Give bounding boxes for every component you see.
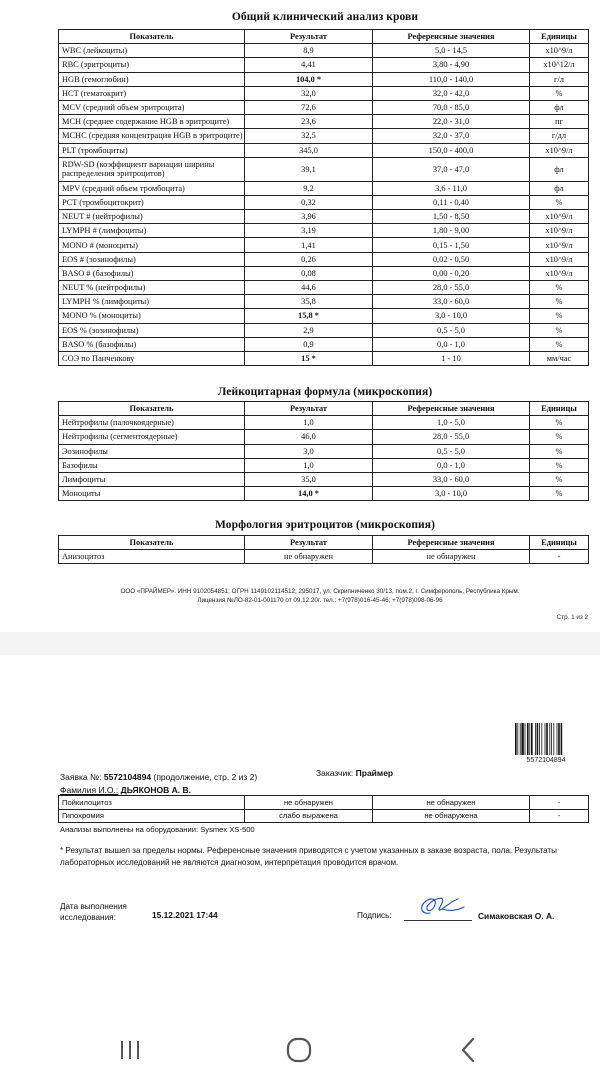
row-unit: - — [530, 809, 589, 823]
table-row — [59, 157, 589, 181]
row-name: WBC (лейкоциты) — [59, 44, 245, 58]
row-unit: % — [530, 295, 589, 309]
row-unit: - — [530, 550, 589, 564]
row-name: NEUT % (нейтрофилы) — [59, 281, 245, 295]
row-unit: фл — [530, 100, 589, 114]
row-reference: 1 - 10 — [373, 351, 530, 365]
row-unit: % — [530, 472, 589, 486]
barcode-bar — [521, 723, 523, 755]
row-unit: г/дл — [530, 129, 589, 143]
row-name: Лимфоциты — [59, 472, 245, 486]
column-header: Референсные значения — [373, 402, 530, 416]
row-unit: % — [530, 487, 589, 501]
row-unit: x10^9/л — [530, 224, 589, 238]
row-unit: % — [530, 323, 589, 337]
row-reference: 0,5 - 5,0 — [373, 323, 530, 337]
table-row — [59, 295, 589, 309]
table-row — [59, 809, 589, 823]
table-row — [59, 430, 589, 444]
barcode-bar — [558, 723, 560, 755]
row-result: 345,0 — [245, 143, 373, 157]
row-reference: 33,0 - 60,0 — [373, 295, 530, 309]
customer-name: Праймер — [355, 768, 394, 778]
row-reference: 28,0 - 55,0 — [373, 281, 530, 295]
row-name: HCT (гематокрит) — [59, 86, 245, 100]
barcode-bar — [517, 723, 518, 755]
row-unit: x10^9/л — [530, 44, 589, 58]
column-header: Единицы — [530, 402, 589, 416]
row-result: 72,6 — [245, 100, 373, 114]
row-result: 1,0 — [245, 458, 373, 472]
row-unit: x10^9/л — [530, 238, 589, 252]
table-row — [59, 86, 589, 100]
row-reference: 1,0 - 5,0 — [373, 416, 530, 430]
barcode — [515, 723, 577, 755]
row-result: 0,08 — [245, 266, 373, 280]
column-header: Единицы — [530, 536, 589, 550]
table-row — [59, 444, 589, 458]
row-reference: 0,00 - 0,20 — [373, 266, 530, 280]
row-unit: x10^12/л — [530, 58, 589, 72]
morphology-continued-table — [58, 795, 589, 823]
leuko-title: Лейкоцитарная формула (микроскопия) — [217, 386, 433, 398]
row-result: 23,6 — [245, 115, 373, 129]
row-reference: 0,0 - 1,0 — [373, 458, 530, 472]
row-result: 15 * — [245, 351, 373, 365]
order-suffix: (продолжение, стр. 2 из 2) — [153, 772, 258, 782]
row-unit: % — [530, 309, 589, 323]
row-unit: % — [530, 458, 589, 472]
row-reference: не обнаружен — [373, 796, 530, 810]
row-result: 14,0 * — [245, 487, 373, 501]
table-row — [59, 238, 589, 252]
column-header: Результат — [245, 402, 373, 416]
table-row — [59, 224, 589, 238]
row-name: СОЭ по Панченкову — [59, 351, 245, 365]
row-reference: 150,0 - 400,0 — [373, 143, 530, 157]
row-reference: 1,50 - 8,50 — [373, 210, 530, 224]
row-unit: мм/час — [530, 351, 589, 365]
row-reference: 0,5 - 5,0 — [373, 444, 530, 458]
barcode-bar — [539, 723, 540, 755]
row-name: Эозинофилы — [59, 444, 245, 458]
row-name: Пойкилоцитоз — [59, 796, 245, 810]
cbc-table — [58, 29, 589, 366]
table-row — [59, 309, 589, 323]
table-row — [59, 351, 589, 365]
table-row — [59, 458, 589, 472]
row-unit: x10^9/л — [530, 252, 589, 266]
row-name: HGB (гемоглобин) — [59, 72, 245, 86]
table-row — [59, 115, 589, 129]
barcode-bar — [531, 723, 533, 755]
row-result: 32,5 — [245, 129, 373, 143]
row-result: 3,96 — [245, 210, 373, 224]
signature-image — [412, 893, 468, 921]
row-name: PLT (тромбоциты) — [59, 143, 245, 157]
row-result: 35,0 — [245, 472, 373, 486]
row-name: NEUT # (нейтрофилы) — [59, 210, 245, 224]
equipment-note: Анализы выполнены на оборудовании: Sysmex XS-500 — [60, 825, 255, 834]
row-unit: % — [530, 281, 589, 295]
row-reference: 33,0 - 60,0 — [373, 472, 530, 486]
home-button[interactable] — [279, 1035, 319, 1065]
column-header: Единицы — [530, 30, 589, 44]
row-reference: 32,0 - 42,0 — [373, 86, 530, 100]
cbc-title: Общий клинический анализ крови — [231, 11, 419, 23]
row-unit: фл — [530, 181, 589, 195]
row-result: 2,9 — [245, 323, 373, 337]
row-result: 1,0 — [245, 416, 373, 430]
order-line — [60, 772, 257, 782]
column-header: Показатель — [59, 402, 245, 416]
barcode-bar — [545, 723, 546, 755]
morph-title: Морфология эритроцитов (микроскопия) — [214, 519, 436, 531]
row-unit: % — [530, 86, 589, 100]
page-gap — [0, 632, 600, 655]
table-row — [59, 337, 589, 351]
row-unit: пг — [530, 115, 589, 129]
table-row — [59, 416, 589, 430]
row-name: EOS # (эозинофилы) — [59, 252, 245, 266]
table-row — [59, 252, 589, 266]
table-row — [59, 181, 589, 195]
column-header: Показатель — [59, 536, 245, 550]
barcode-bar — [515, 723, 517, 755]
row-unit: x10^9/л — [530, 210, 589, 224]
date-value: 15.12.2021 17:44 — [152, 910, 218, 920]
row-result: 1,41 — [245, 238, 373, 252]
barcode-bar — [546, 723, 548, 755]
row-name: Нейтрофилы (сегментоядерные) — [59, 430, 245, 444]
row-reference: 70,0 - 85,0 — [373, 100, 530, 114]
row-reference: 3,0 - 10,0 — [373, 487, 530, 501]
row-result: не обнаружен — [245, 550, 373, 564]
table-row — [59, 58, 589, 72]
report-page-2 — [0, 655, 600, 1015]
column-header: Референсные значения — [373, 30, 530, 44]
fio-value: ДЬЯКОНОВ А. В. — [120, 785, 192, 795]
row-reference: 0,11 - 0,40 — [373, 195, 530, 209]
lab-footer — [60, 587, 580, 605]
row-reference: 1,80 - 9,00 — [373, 224, 530, 238]
signature-label: Подпись: — [357, 911, 392, 920]
order-number: 5572104894 — [103, 772, 152, 782]
page-number: Стр. 1 из 2 — [556, 614, 588, 621]
row-name: Нейтрофилы (палочкоядерные) — [59, 416, 245, 430]
row-reference: 3,0 - 10,0 — [373, 309, 530, 323]
row-result: 46,0 — [245, 430, 373, 444]
row-result: 0,26 — [245, 252, 373, 266]
row-name: MONO # (моноциты) — [59, 238, 245, 252]
row-name: MCV (средний объем эритроцита) — [59, 100, 245, 114]
barcode-bar — [529, 723, 530, 755]
barcode-bar — [525, 723, 526, 755]
row-reference: 0,0 - 1,0 — [373, 337, 530, 351]
table-row — [59, 210, 589, 224]
row-name: RBC (эритроциты) — [59, 58, 245, 72]
row-name: EOS % (эозинофилы) — [59, 323, 245, 337]
row-result: 8,9 — [245, 44, 373, 58]
barcode-bar — [537, 723, 539, 755]
barcode-bar — [520, 723, 521, 755]
table-row — [59, 323, 589, 337]
row-result: 44,6 — [245, 281, 373, 295]
row-result: 9,2 — [245, 181, 373, 195]
order-label: Заявка №: — [60, 772, 102, 782]
lab-footer-line: Лицензия №ЛО-82-01-001170 от 09.12.20г. тел.: +7(978)016-45-46; +7(978)098-06-96 — [197, 597, 443, 604]
row-name: PCT (тромбоцитокрит) — [59, 195, 245, 209]
row-unit: x10^9/л — [530, 266, 589, 280]
back-button[interactable] — [448, 1035, 488, 1065]
row-name: LYMPH # (лимфоциты) — [59, 224, 245, 238]
row-result: 4,41 — [245, 58, 373, 72]
column-header: Референсные значения — [373, 536, 530, 550]
row-name: BASO # (базофилы) — [59, 266, 245, 280]
row-name: LYMPH % (лимфоциты) — [59, 295, 245, 309]
barcode-bar — [535, 723, 536, 755]
morph-table — [58, 535, 589, 564]
row-reference: 22,0 - 31,0 — [373, 115, 530, 129]
row-reference: 0,02 - 0,50 — [373, 252, 530, 266]
barcode-bar — [551, 723, 552, 755]
row-unit: % — [530, 337, 589, 351]
row-result: 35,8 — [245, 295, 373, 309]
table-row — [59, 487, 589, 501]
barcode-bar — [557, 723, 558, 755]
row-name: BASO % (базофилы) — [59, 337, 245, 351]
row-unit: % — [530, 430, 589, 444]
table-row — [59, 195, 589, 209]
lab-footer-line: ООО «ПРАЙМЕР». ИНН 9102054851; ОГРН 1149102114512; 295017, ул. Скрипниченко 30/13, пом.2, г. Симферополь, Республика Крым. — [120, 588, 520, 595]
table-row — [59, 44, 589, 58]
table-row — [59, 100, 589, 114]
row-result: не обнаружен — [245, 796, 373, 810]
barcode-bar — [527, 723, 529, 755]
barcode-bar — [549, 723, 550, 755]
row-result: 104,0 * — [245, 72, 373, 86]
row-reference: 32,0 - 37,0 — [373, 129, 530, 143]
barcode-number: 5572104894 — [526, 757, 566, 764]
row-result: 32,0 — [245, 86, 373, 100]
table-row — [59, 266, 589, 280]
table-row — [59, 129, 589, 143]
recent-apps-icon — [118, 1039, 142, 1061]
row-result: 3,19 — [245, 224, 373, 238]
table-row — [59, 72, 589, 86]
column-header: Показатель — [59, 30, 245, 44]
row-unit: % — [530, 195, 589, 209]
row-result: 0,32 — [245, 195, 373, 209]
row-name: MPV (средний объем тромбоцита) — [59, 181, 245, 195]
row-unit: % — [530, 444, 589, 458]
row-result: 39,1 — [245, 157, 373, 181]
row-reference: 0,15 - 1,50 — [373, 238, 530, 252]
patient-name-line — [60, 785, 191, 795]
row-name: Базофилы — [59, 458, 245, 472]
row-reference: не обнаружен — [373, 550, 530, 564]
barcode-bar — [561, 723, 563, 755]
row-result: 0,9 — [245, 337, 373, 351]
row-name: Гипохромия — [59, 809, 245, 823]
customer-label: Заказчик: — [316, 768, 354, 778]
row-result: слабо выражена — [245, 809, 373, 823]
row-unit: - — [530, 796, 589, 810]
row-name: MCH (среднее содержание HGB в эритроците) — [59, 115, 245, 129]
home-icon — [286, 1037, 312, 1063]
row-result: 15,8 * — [245, 309, 373, 323]
barcode-bar — [541, 723, 542, 755]
table-row — [59, 281, 589, 295]
customer — [316, 768, 393, 778]
row-name: RDW-SD (коэффициент вариации ширины распределения эритроцитов) — [59, 157, 245, 181]
row-reference: 28,0 - 55,0 — [373, 430, 530, 444]
row-reference: 5,0 - 14,5 — [373, 44, 530, 58]
leuko-table — [58, 401, 589, 501]
table-row — [59, 472, 589, 486]
row-name: MONO % (моноциты) — [59, 309, 245, 323]
row-unit: x10^9/л — [530, 143, 589, 157]
android-navigation-bar — [0, 1015, 600, 1082]
signer-name: Симаковская О. А. — [478, 911, 555, 921]
column-header: Результат — [245, 30, 373, 44]
table-row — [59, 143, 589, 157]
row-result: 3,0 — [245, 444, 373, 458]
row-reference: 3,6 - 11,0 — [373, 181, 530, 195]
row-name: MCHC (средняя концентрация HGB в эритроците) — [59, 129, 245, 143]
row-name: Моноциты — [59, 487, 245, 501]
row-name: Анизоцитоз — [59, 550, 245, 564]
disclaimer-note: * Результат вышел за пределы нормы. Референсные значения приводятся с учетом указанных в заказе возраста, пола. Результаты лабораторных исследований не являются диагнозом, интерпретация проводится врачом. — [60, 846, 557, 867]
row-reference: 3,80 - 4,90 — [373, 58, 530, 72]
back-icon — [458, 1037, 478, 1063]
table-row — [59, 550, 589, 564]
row-unit: фл — [530, 157, 589, 181]
column-header: Результат — [245, 536, 373, 550]
table-row — [59, 796, 589, 810]
fio-label: Фамилия И.О.: — [60, 785, 119, 795]
date-label: Дата выполнения исследования: — [60, 902, 127, 922]
recent-apps-button[interactable] — [110, 1035, 150, 1065]
row-unit: г/л — [530, 72, 589, 86]
row-unit: % — [530, 416, 589, 430]
row-reference: 37,0 - 47,0 — [373, 157, 530, 181]
barcode-bar — [553, 723, 554, 755]
row-reference: не обнаружена — [373, 809, 530, 823]
row-reference: 110,0 - 140,0 — [373, 72, 530, 86]
